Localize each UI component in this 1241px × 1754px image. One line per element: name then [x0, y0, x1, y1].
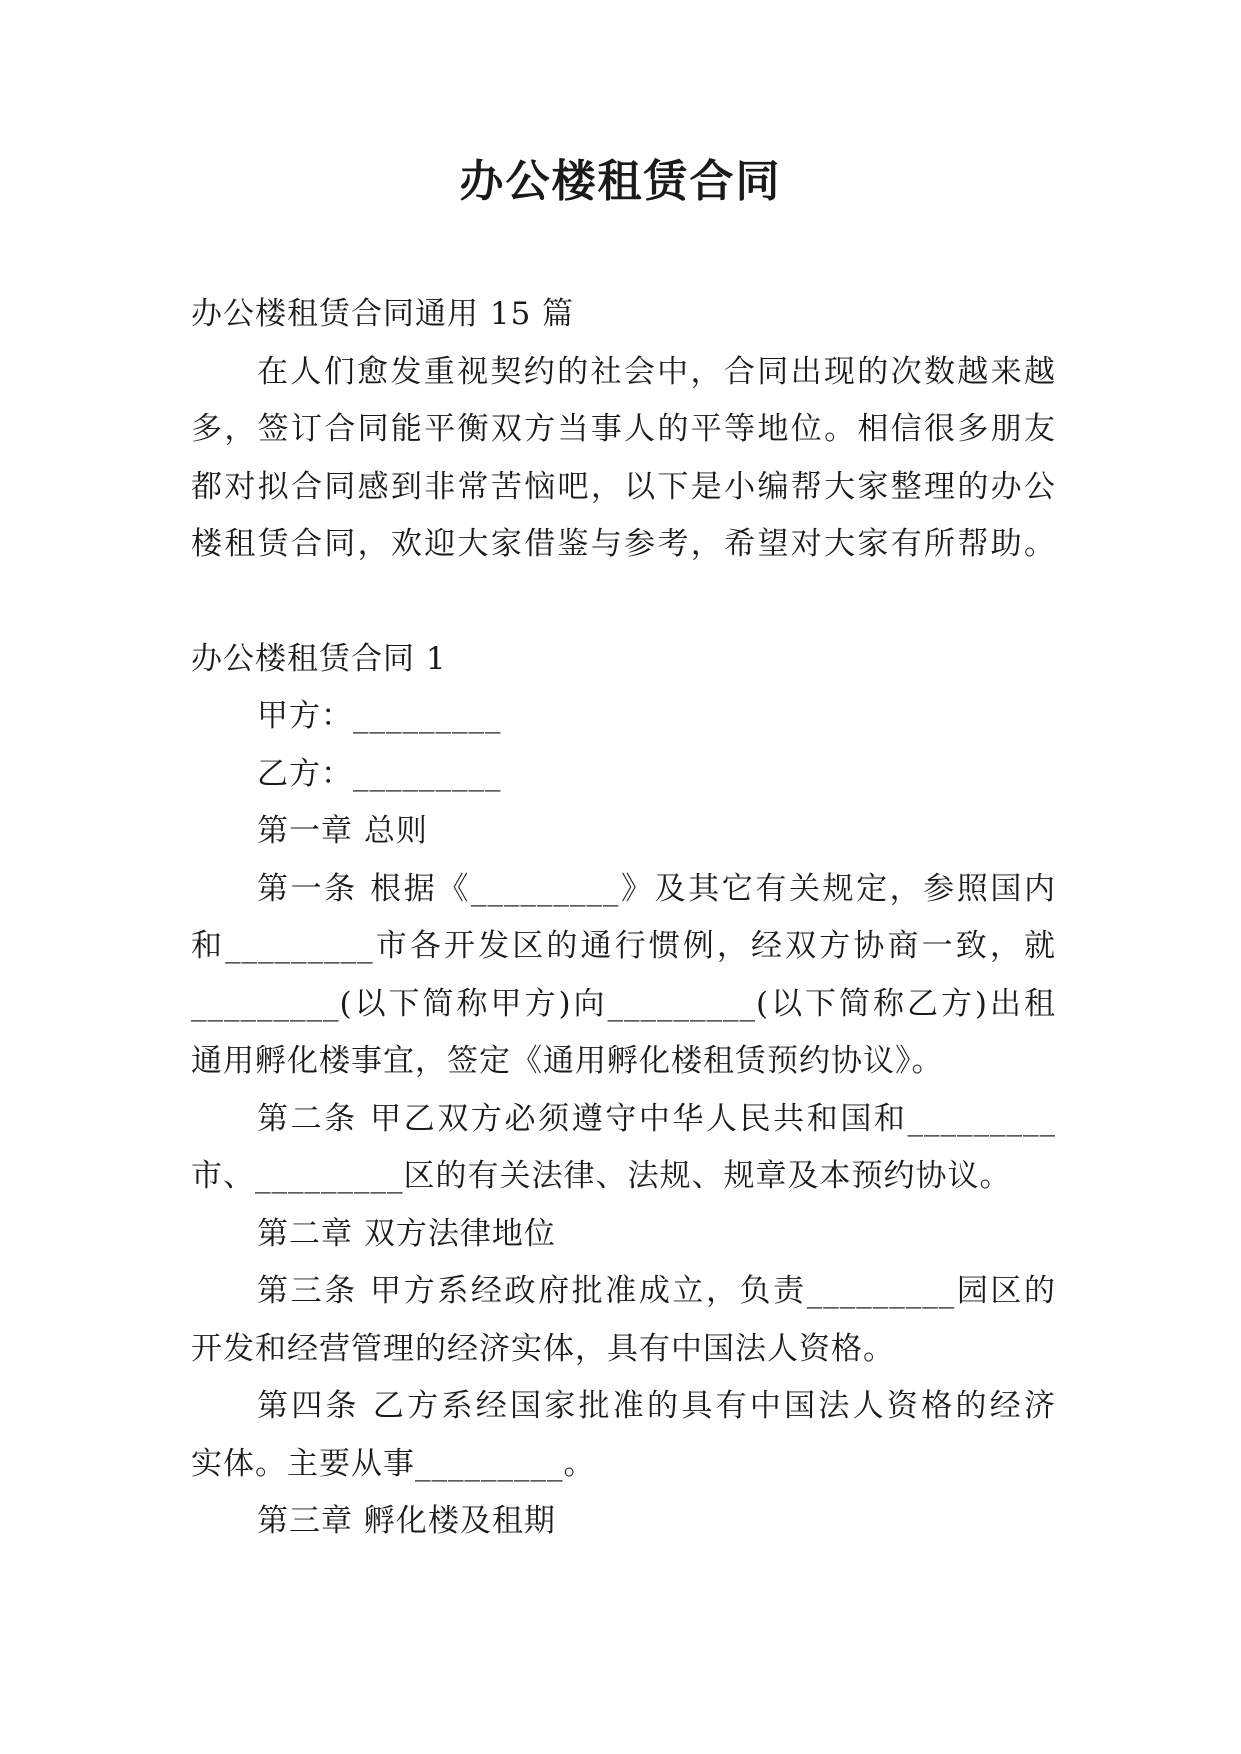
section-heading: 办公楼租赁合同 1 [191, 640, 447, 677]
article-3-line-2: 开发和经营管理的经济实体，具有中国法人资格。 [191, 1330, 895, 1367]
article-3-line-1: 第三条 甲方系经政府批准成立，负责_________园区的 [257, 1273, 1056, 1309]
intro-line-4: 楼租赁合同，欢迎大家借鉴与参考，希望对大家有所帮助。 [191, 526, 1056, 562]
article-4-line-1: 第四条 乙方系经国家批准的具有中国法人资格的经济 [257, 1388, 1056, 1424]
chapter-2-heading: 第二章 双方法律地位 [257, 1215, 556, 1252]
article-1-line-4: 通用孵化楼事宜，签定《通用孵化楼租赁预约协议》。 [191, 1043, 944, 1079]
intro-line-3: 都对拟合同感到非常苦恼吧，以下是小编帮大家整理的办公 [191, 468, 1056, 505]
article-1-line-2: 和_________市各开发区的通行惯例，经双方协商一致，就 [191, 928, 1056, 964]
paragraph-gap [191, 574, 1056, 631]
article-2-line-2: 市、_________区的有关法律、法规、规章及本预约协议。 [191, 1158, 1012, 1194]
article-2-line-1: 第二条 甲乙双方必须遵守中华人民共和国和_________ [257, 1100, 1056, 1137]
intro-line-1: 在人们愈发重视契约的社会中，合同出现的次数越来越 [257, 353, 1056, 390]
party-a-line: 甲方：_________ [257, 698, 502, 734]
document-title: 办公楼租赁合同 [459, 156, 782, 207]
party-b-line: 乙方：_________ [257, 755, 502, 792]
chapter-3-heading: 第三章 孵化楼及租期 [257, 1503, 556, 1539]
document-body [191, 286, 1056, 1551]
chapter-1-heading: 第一章 总则 [257, 813, 428, 849]
article-4-line-2: 实体。主要从事_________。 [191, 1445, 596, 1482]
intro-line-2: 多，签订合同能平衡双方当事人的平等地位。相信很多朋友 [191, 411, 1056, 447]
article-1-line-3: _________(以下简称甲方)向_________(以下简称乙方)出租 [191, 985, 1056, 1022]
article-1-line-1: 第一条 根据《_________》及其它有关规定，参照国内 [257, 870, 1056, 907]
subtitle: 办公楼租赁合同通用 15 篇 [191, 296, 575, 332]
